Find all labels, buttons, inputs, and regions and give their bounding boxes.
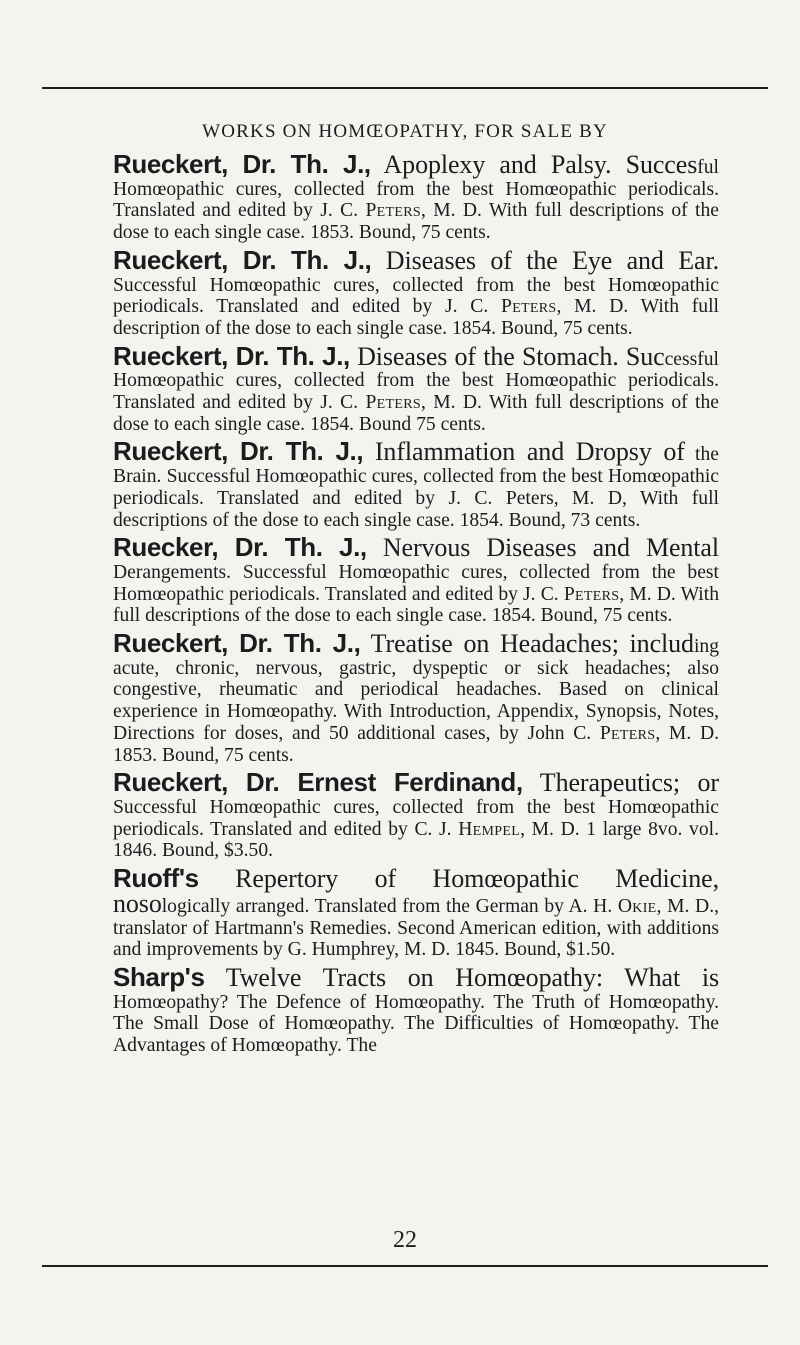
entry-description-end: , M. D. 1 large 8vo. vol. 1846. Bound, $3.50. bbox=[113, 818, 719, 862]
entry-title: Nervous Diseases and Mental bbox=[366, 533, 719, 563]
catalog-entry bbox=[113, 532, 719, 627]
top-rule bbox=[42, 87, 768, 89]
entry-name: Peters bbox=[365, 392, 421, 414]
entry-title: Twelve Tracts on Homœopathy: What is bbox=[204, 962, 719, 992]
entry-description: cessful Homœopathic cures, collected from the best Homœopathic periodicals. Translated and edited by J. C. bbox=[113, 348, 719, 414]
entry-author: Rueckert, Dr. Th. J., bbox=[113, 340, 350, 371]
catalog-entry bbox=[113, 961, 719, 1057]
entry-description: ful Homœopathic cures, collected from the best Homœopathic periodicals. Translated and edited by J. C. bbox=[113, 157, 719, 222]
catalog-entry bbox=[113, 628, 719, 766]
entry-title: Apoplexy and Palsy. Succes bbox=[370, 150, 698, 179]
entry-description-end: , M. D. With full description of the dose to each single case. 1854. Bound, 75 cents. bbox=[113, 296, 719, 339]
entry-name: Peters bbox=[365, 200, 421, 222]
entry-name: Peters bbox=[501, 296, 557, 318]
entry-author: Rueckert, Dr. Ernest Ferdinand, bbox=[113, 767, 523, 798]
entry-author: Rueckert, Dr. Th. J., bbox=[113, 244, 372, 275]
entry-title: Diseases of the Eye and Ear. bbox=[371, 245, 719, 275]
entry-author: Sharp's bbox=[113, 961, 205, 992]
entry-description-end: , M. D. 1853. Bound, 75 cents. bbox=[113, 722, 719, 766]
catalog-entry bbox=[113, 340, 719, 436]
entry-description: Homœopathy? The Defence of Homœopathy. The Truth of Homœopathy. The Small Dose of Homœopathy. The Difficulties of Homœopathy. The Advantages of Homœopathy. The bbox=[113, 991, 719, 1057]
catalog-entry bbox=[113, 436, 719, 531]
entry-description: Successful Homœopathic cures, collected from the best Homœopathic periodicals. Translated and edited by J. C. bbox=[113, 274, 719, 318]
entry-author: Rueckert, Dr. Th. J., bbox=[113, 436, 364, 467]
entry-name: Peters bbox=[563, 583, 620, 605]
catalog-entries bbox=[113, 149, 719, 1063]
entry-description: ing acute, chronic, nervous, gastric, dyspeptic or sick headaches; also congestive, rheumatic and periodical headaches. Based on clinical experience in Homœopathy. With Introduction, Appendix, Synopsis, Notes, Directions for doses, and 50 additional cases, by John C. bbox=[113, 636, 719, 744]
entry-author: Rueckert, Dr. Th. J., bbox=[113, 628, 361, 659]
entry-description-end: , M. D. With full descriptions of the dose to each single case. 1854. Bound 75 cents. bbox=[113, 392, 719, 435]
entry-title: Treatise on Headaches; includ bbox=[360, 629, 694, 659]
entry-title: Therapeutics; or bbox=[522, 768, 719, 798]
entry-description: logically arranged. Translated from the German by A. H. bbox=[161, 895, 618, 917]
entry-name: Okie bbox=[617, 895, 657, 917]
entry-author: Ruecker, Dr. Th. J., bbox=[113, 532, 367, 563]
page-header: WORKS ON HOMŒOPATHY, FOR SALE BY bbox=[202, 121, 608, 142]
entry-name: Hempel bbox=[458, 818, 521, 840]
entry-description-end: , M. D. With full descriptions of the dose to each single case. 1853. Bound, 75 cents. bbox=[113, 200, 719, 244]
catalog-entry bbox=[113, 244, 719, 340]
entry-author: Rueckert, Dr. Th. J., bbox=[113, 149, 371, 179]
entry-author: Ruoff's bbox=[113, 863, 199, 894]
entry-description: Successful Homœopathic cures, collected from the best Homœopathic periodicals. Translated and edited by C. J. bbox=[113, 796, 719, 840]
entry-description: Derangements. Successful Homœopathic cures, collected from the best Homœopathic periodicals. Translated and edited by J. C. bbox=[113, 561, 719, 605]
catalog-entry bbox=[113, 767, 719, 862]
entry-title: Inflammation and Dropsy of bbox=[363, 437, 685, 467]
entry-title: Diseases of the Stomach. Suc bbox=[349, 341, 665, 371]
catalog-entry bbox=[113, 149, 719, 244]
entry-title: Repertory of Homœopathic Medicine, noso bbox=[113, 864, 719, 918]
entry-description-end: , M. D., translator of Hartmann's Remedies. Second American edition, with additions and improvements by G. Humphrey, M. D. 1845. Bound, $1.50. bbox=[113, 895, 719, 961]
catalog-entry bbox=[113, 863, 719, 961]
entry-description-end: , M. D. With full descriptions of the dose to each single case. 1854. Bound, 75 cents. bbox=[113, 583, 719, 627]
bottom-rule bbox=[42, 1265, 768, 1267]
page-number: 22 bbox=[393, 1227, 417, 1253]
entry-name: Peters bbox=[599, 722, 656, 744]
entry-description: the Brain. Successful Homœopathic cures, collected from the best Homœopathic periodicals. Translated and edited by J. C. Peters, M. D, With full descriptions of the dose to each single case. 1854. Bound, 73 cents. bbox=[113, 444, 719, 531]
